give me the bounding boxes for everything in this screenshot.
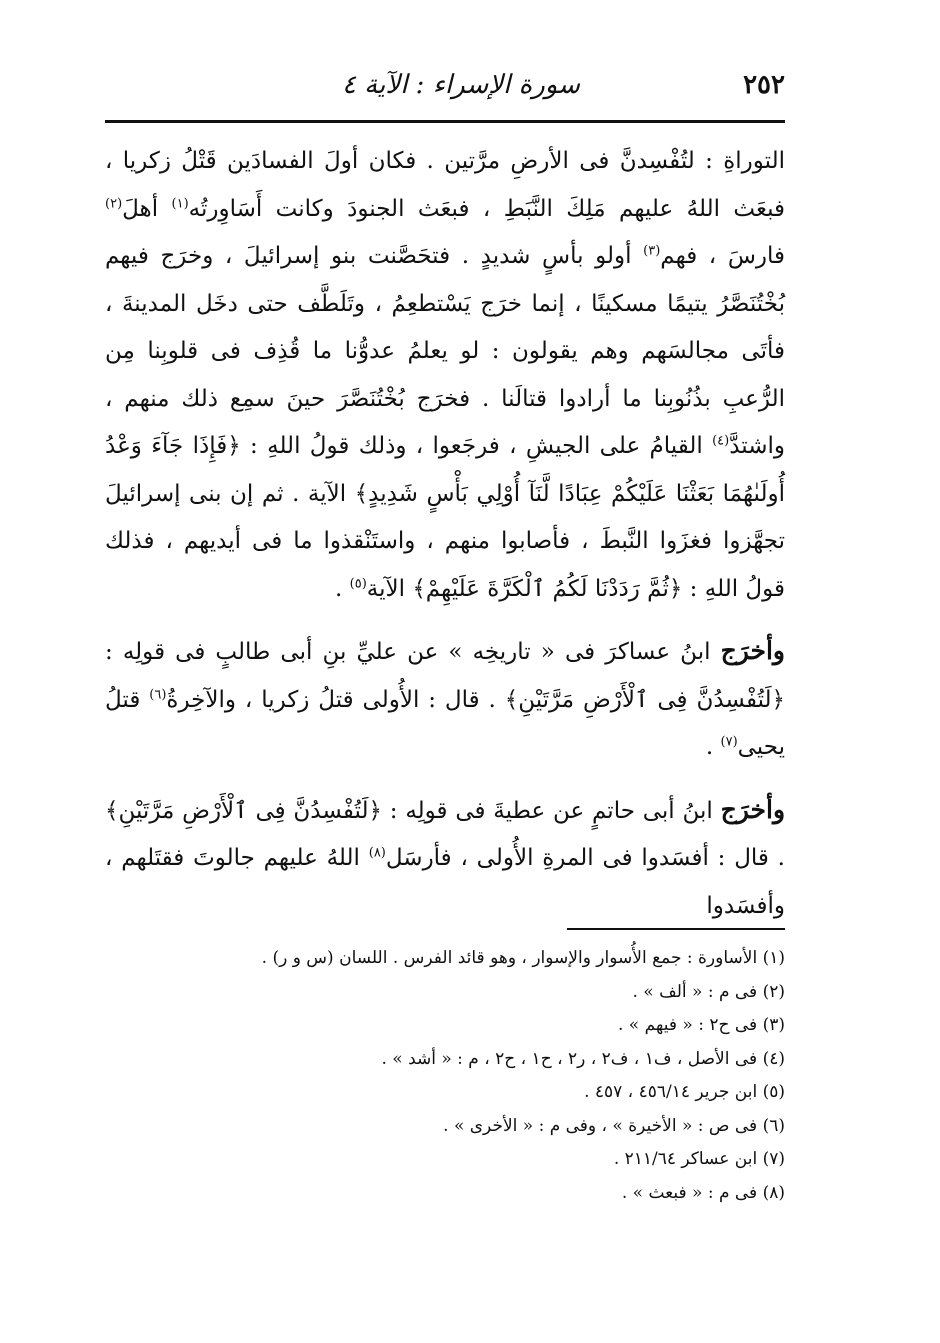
main-text xyxy=(105,138,785,930)
footnote: (٧) ابن عساكر ٢١١/٦٤ . xyxy=(613,1149,785,1169)
paragraph xyxy=(105,627,785,772)
text-run: ابنُ عساكرَ فى « تاريخِه » عن عليِّ بنِ أبى طالبٍ فى قولِه : xyxy=(105,639,721,665)
paragraph-lead-word: وأخرَج xyxy=(720,636,785,665)
footnote-marker: (٣) xyxy=(643,243,661,259)
footnote: (٦) فى ص : « الأخيرة » ، وفى م : « الأخرى » . xyxy=(443,1115,785,1136)
header-rule xyxy=(105,120,785,123)
quran-verse: ﴿لَتُفْسِدُنَّ فِى ٱلْأَرْضِ مَرَّتَيْنِ﴾ xyxy=(504,686,786,713)
footnote: (٤) فى الأصل ، ف١ ، ف٢ ، ر٢ ، ح١ ، ح٢ ، م : « أشد » . xyxy=(381,1048,785,1069)
footnote-marker: (٤) xyxy=(712,433,730,449)
footnote-marker: (٢) xyxy=(105,195,123,211)
text-run: الآية . ثم إن بنى إسرائيلَ تجهَّزوا فغزَوا النَّبطَ ، فأصابوا منهم ، واستَنْقذوا ما فى أيديهم ، فذلك قولُ اللهِ : xyxy=(105,480,785,602)
footnote: (٨) فى م : « فبعث » . xyxy=(621,1182,785,1203)
footnote-marker: (٥) xyxy=(349,575,367,591)
footnote: (٣) فى ح٢ : « فيهم » . xyxy=(618,1015,785,1035)
quran-verse: ﴿فَإِذَا جَآءَ وَعْدُ أُولَىٰهُمَا بَعَثْنَا عَلَيْكُمْ عِبَادًا لَّنَآ أُوْلِي بَأْسٍ شَدِيدٍ﴾ xyxy=(105,433,786,507)
footnote-marker: (١) xyxy=(171,195,189,211)
quran-verse: ﴿ثُمَّ رَدَدْنَا لَكُمُ ٱلْكَرَّةَ عَلَيْهِمْ﴾ xyxy=(412,575,683,602)
footnote: (٢) فى م : « ألف » . xyxy=(632,981,785,1002)
footnote-marker: (٨) xyxy=(368,845,386,861)
text-run: ابنُ أبى حاتمٍ عن عطيةَ فى قولِه : xyxy=(381,797,721,824)
page-header xyxy=(105,62,785,114)
page-number: ٢٥٢ xyxy=(743,70,785,100)
text-run: قتلُ يحيى xyxy=(105,686,785,760)
text-run: التوراةِ : لتُفْسِدنَّ فى الأرضِ مرَّتين . فكان أولَ الفسادَين قَتْلُ زكريا ، فبعَث اللهُ عليهم مَلِكَ النَّبَطِ ، فبعَث الجنودَ وكانت أَسَاوِرتُه xyxy=(105,148,785,222)
footnote: (٥) ابن جرير ٤٥٦/١٤ ، ٤٥٧ . xyxy=(584,1082,785,1102)
running-title: سورة الإسراء : الآية ٤ xyxy=(341,70,580,100)
text-run: اللهُ عليهم جالوتَ فقتَلهم ، وأفسَدوا xyxy=(105,845,785,919)
text-run: . xyxy=(335,575,350,602)
quran-verse: ﴿لَتُفْسِدُنَّ فِى ٱلْأَرْضِ مَرَّتَيْنِ﴾ xyxy=(105,797,382,824)
footnote-marker: (٦) xyxy=(149,686,167,702)
footnote-marker: (٧) xyxy=(720,734,738,750)
paragraph-lead-word: وأخرَج xyxy=(720,794,786,824)
text-run: . xyxy=(705,734,721,760)
text-run: . قال : الأُولى قتلُ زكريا ، والآخِرةُ xyxy=(166,686,505,713)
text-run: فارسَ ، فهم xyxy=(660,243,785,269)
text-run: . قال : أفسَدوا فى المرةِ الأُولى ، فأرسَل xyxy=(385,845,785,871)
text-run: أهلَ xyxy=(122,195,172,222)
footnote: (١) الأساورة : جمع الأُسوار والإسوار ، وهو قائد الفرس . اللسان (س و ر) . xyxy=(261,948,785,968)
text-run: الآية xyxy=(366,575,413,602)
paragraph xyxy=(105,138,785,613)
footnotes xyxy=(105,942,785,1210)
paragraph xyxy=(105,786,785,931)
text-run: القيامُ على الجيشِ ، فرجَعوا ، وذلك قولُ اللهِ : xyxy=(240,433,713,459)
text-run: أولو بأسٍ شديدٍ . فتحَصَّنت بنو إسرائيلَ ، وخرَج فيهم بُخْتُنَصَّرُ يتيمًا مسكينًا ، إنما خرَج يَسْتطعِمُ ، وتَلَطَّف حتى دخَل المدينةَ ، فأتَى مجالسَهم وهم يقولون : لو يعلمُ عدوُّنا ما قُذِف فى قلوبِنا مِن الرُّعبِ بذُنُوبِنا ما أرادوا قتالَنا . فخرَج بُخْتُنَصَّرَ حينَ سمِع ذلك منهم ، واشتدَّ xyxy=(105,243,785,459)
footnote-rule xyxy=(567,928,785,930)
